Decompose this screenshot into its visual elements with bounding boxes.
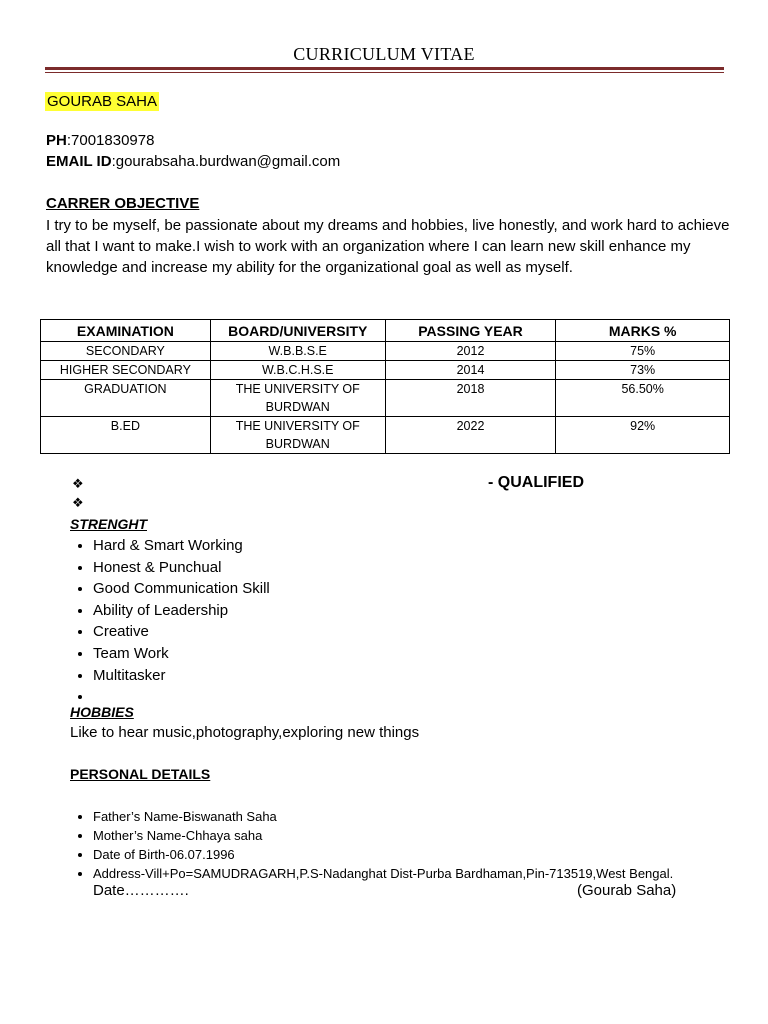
- phone-line: [46, 132, 154, 149]
- strengths-heading: STRENGHT: [70, 516, 147, 532]
- candidate-name: GOURAB SAHA: [47, 93, 158, 110]
- cell-year: 2014: [385, 361, 556, 380]
- title-divider: [45, 67, 724, 70]
- objective-text: I try to be myself, be passionate about my dreams and hobbies, live honestly, and work hard to achieve all that I want to make.I wish to work with an organization where I can learn new skill enhance my knowledge and increase my ability for the organizational goal as well as myself.: [46, 217, 730, 276]
- list-item: • Multitasker: [93, 665, 270, 687]
- hobbies-heading: HOBBIES: [70, 704, 134, 720]
- email-label: EMAIL ID: [46, 153, 112, 170]
- table-row: [41, 361, 730, 380]
- table-row: [41, 417, 730, 454]
- email-line: [46, 153, 340, 170]
- cell-examination: HIGHER SECONDARY: [41, 361, 211, 380]
- list-item: • Good Communication Skill: [93, 578, 270, 600]
- cell-board: W.B.C.H.S.E: [210, 361, 385, 380]
- cell-board: THE UNIVERSITY OF BURDWAN: [210, 417, 385, 454]
- personal-details-heading: PERSONAL DETAILS: [70, 766, 211, 782]
- list-item: • Address-Vill+Po=SAMUDRAGARH,P.S-Nadanghat Dist-Purba Bardhaman,Pin-713519,West Bengal.: [93, 864, 673, 883]
- title-divider-thin: [45, 72, 724, 73]
- table-row: [41, 380, 730, 417]
- list-item: • Father’s Name-Biswanath Saha: [93, 807, 673, 826]
- diamond-bullet-icon: ❖: [72, 476, 84, 491]
- header-marks: MARKS %: [556, 320, 730, 342]
- email-value: :gourabsaha.burdwan@gmail.com: [111, 153, 341, 170]
- list-item: • Hard & Smart Working: [93, 535, 270, 557]
- list-item: • Honest & Punchual: [93, 557, 270, 579]
- qualified-text: - QUALIFIED: [488, 474, 584, 491]
- cell-marks: 56.50%: [556, 380, 730, 417]
- phone-value: :7001830978: [66, 132, 155, 149]
- cell-marks: 75%: [556, 342, 730, 361]
- list-item: • Date of Birth-06.07.1996: [93, 845, 673, 864]
- header-passing-year: PASSING YEAR: [385, 320, 556, 342]
- table-header-row: [41, 320, 730, 342]
- cell-board: THE UNIVERSITY OF BURDWAN: [210, 380, 385, 417]
- diamond-bullet-icon: ❖: [72, 495, 84, 510]
- signature-name: (Gourab Saha): [577, 882, 677, 899]
- phone-label: PH: [46, 132, 67, 149]
- list-item: • Ability of Leadership: [93, 600, 270, 622]
- cell-examination: GRADUATION: [41, 380, 211, 417]
- cell-year: 2018: [385, 380, 556, 417]
- cell-marks: 73%: [556, 361, 730, 380]
- list-item: • Team Work: [93, 643, 270, 665]
- date-line: Date………….: [93, 882, 189, 899]
- document-title: CURRICULUM VITAE: [293, 44, 475, 64]
- cell-year: 2022: [385, 417, 556, 454]
- education-table: [40, 319, 730, 454]
- cell-marks: 92%: [556, 417, 730, 454]
- list-item: • Creative: [93, 621, 270, 643]
- strengths-list: [70, 535, 270, 708]
- cell-examination: B.ED: [41, 417, 211, 454]
- cell-board: W.B.B.S.E: [210, 342, 385, 361]
- cell-year: 2012: [385, 342, 556, 361]
- table-row: [41, 342, 730, 361]
- list-item: • Mother’s Name-Chhaya saha: [93, 826, 673, 845]
- header-board: BOARD/UNIVERSITY: [210, 320, 385, 342]
- personal-details-list: [70, 807, 673, 883]
- cell-examination: SECONDARY: [41, 342, 211, 361]
- hobbies-text: Like to hear music,photography,exploring new things: [70, 724, 420, 741]
- objective-heading: CARRER OBJECTIVE: [46, 195, 200, 212]
- header-examination: EXAMINATION: [41, 320, 211, 342]
